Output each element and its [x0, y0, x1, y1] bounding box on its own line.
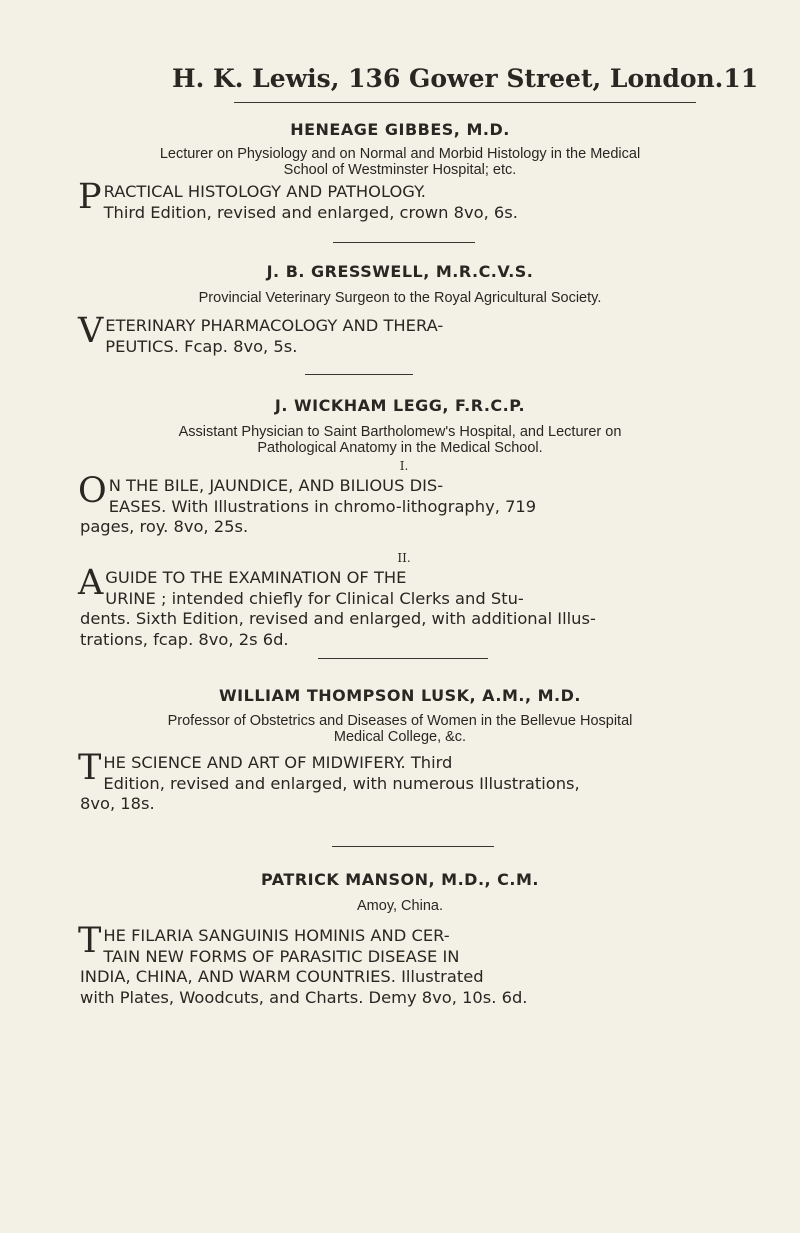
- drop-cap: O: [78, 471, 107, 511]
- author-heading: PATRICK MANSON, M.D., C.M.: [261, 870, 539, 889]
- book-entry: V ETERINARY PHARMACOLOGY AND THERA- PEUTICS. Fcap. 8vo, 5s.: [78, 311, 444, 356]
- author-affiliation: Amoy, China.: [357, 898, 443, 914]
- book-entry: A GUIDE TO THE EXAMINATION OF THE URINE ; intended chiefly for Clinical Clerks and Stu- dents. Sixth Edition, revised and enlarged, with additional Illus- trations, fcap. 8vo, 2s 6d.: [78, 563, 596, 649]
- book-entry: O N THE BILE, JAUNDICE, AND BILIOUS DIS- EASES. With Illustrations in chromo-lithography, 719 pages, roy. 8vo, 25s.: [78, 471, 537, 536]
- drop-cap: T: [78, 748, 102, 788]
- author-heading: HENEAGE GIBBES, M.D.: [290, 120, 510, 139]
- author-heading: J. B. GRESSWELL, M.R.C.V.S.: [266, 262, 534, 281]
- header-rule: [234, 102, 696, 103]
- drop-cap: V: [78, 311, 104, 351]
- section-divider: [333, 242, 475, 243]
- author-affiliation: Lecturer on Physiology and on Normal and Morbid Histology in the Medical School of Westminster Hospital; etc.: [159, 146, 641, 178]
- drop-cap: T: [78, 921, 102, 961]
- work-numeral: I.: [399, 459, 409, 473]
- author-affiliation: Professor of Obstetrics and Diseases of Women in the Bellevue Hospital Medical College, &c.: [167, 713, 633, 745]
- section-divider: [332, 846, 494, 847]
- section-divider: [305, 374, 413, 375]
- work-numeral: II.: [397, 551, 411, 565]
- page-number: 11: [723, 64, 759, 93]
- book-entry: T HE SCIENCE AND ART OF MIDWIFERY. Third Edition, revised and enlarged, with numerous Illustrations, 8vo, 18s.: [78, 748, 580, 813]
- running-head: [172, 64, 759, 93]
- author-heading: J. WICKHAM LEGG, F.R.C.P.: [274, 396, 526, 415]
- section-divider: [318, 658, 488, 659]
- author-affiliation: Provincial Veterinary Surgeon to the Royal Agricultural Society.: [198, 290, 602, 306]
- publisher-address: H. K. Lewis, 136 Gower Street, London.: [172, 64, 724, 93]
- author-affiliation: Assistant Physician to Saint Bartholomew's Hospital, and Lecturer on Pathological Anatomy in the Medical School.: [178, 424, 622, 456]
- book-entry: T HE FILARIA SANGUINIS HOMINIS AND CER- TAIN NEW FORMS OF PARASITIC DISEASE IN INDIA, CHINA, AND WARM COUNTRIES. Illustrated with Plates, Woodcuts, and Charts. Demy 8vo, 10s. 6d.: [78, 921, 528, 1007]
- drop-cap: A: [78, 563, 104, 603]
- author-heading: WILLIAM THOMPSON LUSK, A.M., M.D.: [219, 686, 581, 705]
- drop-cap: P: [78, 177, 102, 217]
- book-entry: P RACTICAL HISTOLOGY AND PATHOLOGY. Third Edition, revised and enlarged, crown 8vo, 6s.: [78, 177, 518, 222]
